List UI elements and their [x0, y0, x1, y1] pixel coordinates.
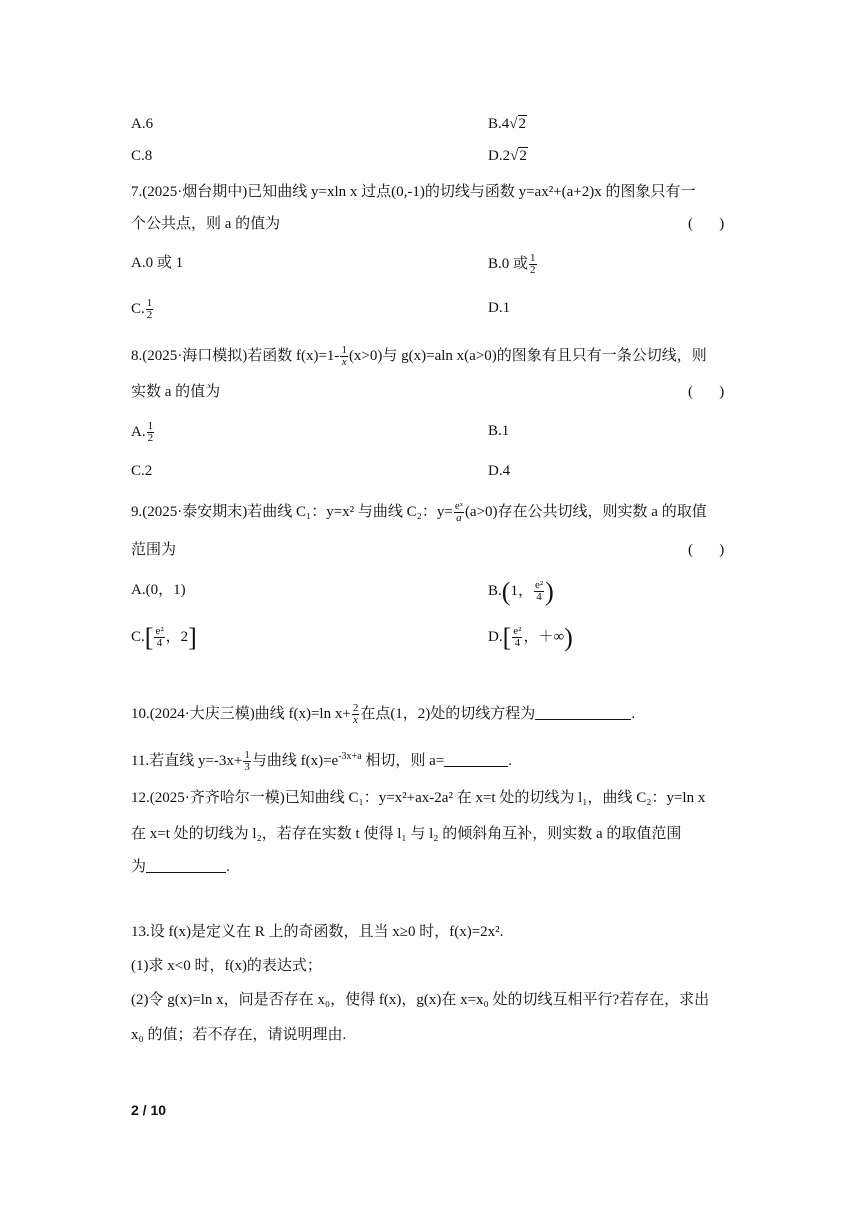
q9-option-d-prefix: D.: [488, 628, 503, 645]
q12-stem-line2: 在 x=t 处的切线为 l₂，若存在实数 t 使得 l₁ 与 l₂ 的倾斜角互补，则实数 a 的取值范围: [131, 826, 682, 842]
q7-option-c: [131, 298, 154, 321]
right-paren-symbol: ): [545, 576, 554, 606]
fraction: [534, 580, 544, 603]
q11-stem-part2: 与曲线 f(x)=e: [251, 752, 339, 769]
q6-option-b: [488, 114, 527, 134]
numerator: 1: [530, 252, 536, 264]
answer-blank[interactable]: [535, 705, 631, 720]
q6-option-d-prefix: D.2: [488, 148, 511, 164]
q11-stem-part3: 相切，则 a=: [361, 752, 445, 769]
right-paren-symbol: ): [564, 622, 573, 652]
q10-stem-part2: 在点(1，2)处的切线方程为: [360, 705, 536, 722]
q9-stem-line1: [131, 501, 707, 524]
q11-stem: [131, 750, 512, 773]
fraction: [512, 626, 522, 649]
q8-option-c: C.2: [131, 463, 153, 479]
q9-option-c-prefix: C.: [131, 628, 145, 645]
q9-option-b: [488, 576, 554, 606]
q7-option-b-prefix: B.0 或: [488, 255, 529, 272]
denominator: 3: [244, 761, 250, 773]
exponent: -3x+a: [338, 750, 362, 762]
q8-option-a: [131, 421, 155, 444]
fraction: [529, 253, 537, 276]
numerator: 1: [244, 749, 250, 761]
q6-option-d: [488, 146, 528, 166]
q9-answer-paren: ( ): [688, 542, 725, 558]
fraction: [352, 703, 360, 726]
q9-stem-part2: (a>0)存在公共切线，则实数 a 的取值: [464, 503, 707, 520]
q10-stem-part1: 10.(2024·大庆三模)曲线 f(x)=ln x+: [131, 705, 351, 722]
q12-stem-part: 为: [131, 859, 147, 875]
q8-stem-part1: 8.(2025·海口模拟)若函数 f(x)=1-: [131, 347, 340, 364]
numerator: 1: [146, 297, 153, 309]
numerator: e²: [534, 579, 544, 591]
q13-subquestion-1: (1)求 x<0 时，f(x)的表达式；: [131, 958, 322, 974]
q13-stem-line1: 13.设 f(x)是定义在 R 上的奇函数，且当 x≥0 时，f(x)=2x².: [131, 924, 504, 940]
option-value: ，2: [165, 628, 189, 645]
q8-stem-line2: 实数 a 的值为: [131, 384, 221, 400]
numerator: e²: [513, 625, 522, 637]
q13-subquestion-2-line2: x₀ 的值；若不存在，请说明理由.: [131, 1027, 347, 1043]
q8-stem-line1: [131, 345, 707, 368]
sqrt-symbol: √2: [509, 116, 526, 132]
q8-option-b: B.1: [488, 423, 510, 439]
answer-blank[interactable]: [444, 752, 508, 767]
left-bracket-symbol: [: [144, 622, 154, 652]
sqrt-symbol: √2: [510, 148, 527, 164]
right-bracket-symbol: ]: [188, 622, 197, 652]
numerator: e²: [155, 625, 164, 637]
radicand: 2: [518, 116, 526, 132]
left-bracket-symbol: [: [502, 622, 512, 652]
q12-stem-line3: [131, 857, 230, 877]
fraction: [243, 750, 251, 773]
period: .: [631, 705, 636, 722]
fraction: [454, 501, 464, 524]
q11-stem-part1: 11.若直线 y=-3x+: [131, 752, 243, 769]
period: .: [508, 752, 513, 769]
denominator: x: [353, 714, 358, 726]
q9-option-d: [488, 622, 573, 652]
fraction: [340, 345, 348, 368]
fraction: [154, 626, 164, 649]
q12-stem-line1: 12.(2025·齐齐哈尔一模)已知曲线 C₁：y=x²+ax-2a² 在 x=t 处的切线为 l₁，曲线 C₂：y=ln x: [131, 790, 706, 806]
left-paren-symbol: (: [501, 576, 511, 606]
denominator: 4: [536, 591, 542, 603]
denominator: 4: [514, 637, 521, 649]
q8-stem-part2: (x>0)与 g(x)=aln x(a>0)的图象有且只有一条公切线，则: [348, 347, 707, 364]
numerator: 1: [147, 420, 154, 432]
option-value: 1，: [510, 582, 533, 599]
q7-answer-paren: ( ): [688, 216, 725, 232]
q13-subquestion-2-line1: (2)令 g(x)=ln x，问是否存在 x₀，使得 f(x)，g(x)在 x=x₀ 处的切线互相平行?若存在，求出: [131, 992, 710, 1008]
denominator: 4: [156, 637, 163, 649]
denominator: 2: [147, 432, 154, 444]
q9-option-a: A.(0，1): [131, 582, 186, 598]
q7-option-b: [488, 253, 538, 276]
period: .: [226, 859, 230, 875]
q10-stem: [131, 703, 635, 726]
denominator: 2: [530, 264, 536, 276]
q8-answer-paren: ( ): [688, 384, 725, 400]
q7-option-d: D.1: [488, 300, 511, 316]
denominator: 2: [146, 309, 153, 321]
denominator: x: [341, 356, 347, 368]
q9-stem-line2: 范围为: [131, 542, 177, 558]
page-number: 2 / 10: [131, 1102, 167, 1118]
q6-option-b-prefix: B.4: [488, 116, 510, 132]
fraction: [147, 421, 155, 444]
q9-option-c: [131, 622, 197, 652]
q6-option-c: C.8: [131, 148, 153, 164]
q6-option-a: A.6: [131, 116, 154, 132]
option-value: ，＋∞: [523, 628, 565, 645]
fraction: [146, 298, 154, 321]
denominator: a: [456, 512, 462, 524]
q8-option-a-prefix: A.: [131, 423, 146, 440]
answer-blank[interactable]: [146, 858, 226, 873]
q7-stem-line1: 7.(2025·烟台期中)已知曲线 y=xln x 过点(0,-1)的切线与函数 y=ax²+(a+2)x 的图象只有一: [131, 184, 696, 200]
radicand: 2: [519, 148, 527, 164]
q8-option-d: D.4: [488, 463, 511, 479]
numerator: eˣ: [454, 500, 463, 512]
q9-stem-part1: 9.(2025·泰安期末)若曲线 C₁：y=x² 与曲线 C₂：y=: [131, 503, 453, 520]
numerator: 2: [352, 702, 359, 714]
q7-stem-line2: 个公共点，则 a 的值为: [131, 216, 281, 232]
q7-option-a: A.0 或 1: [131, 255, 184, 271]
q7-option-c-prefix: C.: [131, 300, 145, 317]
q9-option-b-prefix: B.: [488, 582, 502, 599]
numerator: 1: [341, 344, 347, 356]
